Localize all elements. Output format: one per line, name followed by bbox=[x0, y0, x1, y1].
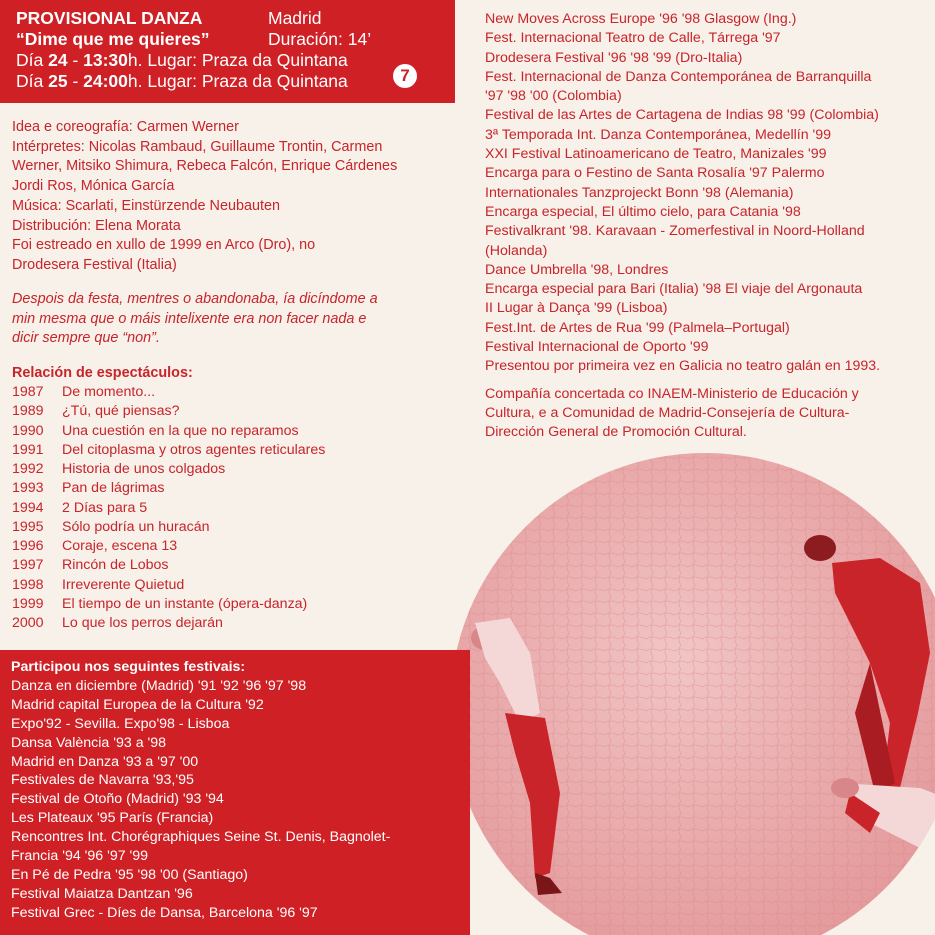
list-item: Expo'92 - Sevilla. Expo'98 - Lisboa bbox=[11, 715, 230, 732]
header-box bbox=[0, 0, 455, 103]
list-item: Encarga especial, El último cielo, para Catania '98 bbox=[485, 203, 801, 220]
list-item: New Moves Across Europe '96 '98 Glasgow (Ing.) bbox=[485, 11, 797, 27]
list-item: Festival de las Artes de Cartagena de Indias 98 '99 (Colombia) bbox=[485, 107, 879, 124]
quote-line: Despois da festa, mentres o abandonaba, ía dicíndome a bbox=[12, 291, 378, 307]
list-item: Fest. Internacional Teatro de Calle, Tárrega '97 bbox=[485, 30, 781, 47]
list-item: Internationales Tanzprojeckt Bonn '98 (Alemania) bbox=[485, 184, 794, 201]
list-item: Madrid en Danza '93 a '97 '00 bbox=[11, 753, 199, 770]
credit-line: Intérpretes: Nicolas Rambaud, Guillaume Trontin, Carmen bbox=[12, 138, 383, 155]
date-line-2: Día 25 - 24:00h. Lugar: Praza da Quintana bbox=[16, 71, 348, 91]
program-page: PROVISIONAL DANZA Madrid “Dime que me quieres” Duración: 14’ Día 24 - 13:30h. Lugar: Praza da Quintana Día 25 - 24:00h. Lugar: Praza da Quintana 7 Idea e coreografía: Carmen Werner Intérpretes: Nicolas Rambaud, Guillaume Trontin, Carmen Werner, Mitsiko Shimura, Rebeca Falcón, Enrique Cárdenes Jordi Ros, Mónica García Música: Scarlati, Einstürzende Neubauten Distribución: Elena Morata Foi estreado en xullo de 1999 en Arco (Dro), no Drodesera Festival (Italia) Despois da festa, mentres o abandonaba, ía dicíndome a min mesma que o máis intelixente era non facer nada e dicir sempre que “non”. Relación de espectáculos: 1987 De momento... 1989 ¿Tú, qué piensas? 1990 Una cuestión en la que no reparamos 1991 Del citoplasma y otros agentes reticulares 1992 Historia de unos colgados 1993 Pan de lágrimas 1994 2 Días para 5 1995 Sólo podría un huracán 1996 Coraje, escena 13 1997 Rincón de Lobos 1998 Irreverente Quietud 1999 El tiempo de un instante (ópera-danza) 2000 Lo que los perros dejarán Participou nos seguintes festivais: Danza en diciembre (Madrid) '91 '92 '96 '97 '98 Madrid capital Europea de la Cultura '92 Expo'92 - Sevilla. Expo'98 - Lisboa Dansa València '93 a '98 Madrid en Danza '93 a '97 '00 Festivales de Navarra '93,'95 Festival de Otoño (Madrid) '93 '94 Les Plateaux '95 París (Francia) Rencontres Int. Chorégraphiques Seine St. Denis, Bagnolet- Francia '94 '96 '97 '99 En Pé de Pedra '95 '98 '00 (Santiago) Festival Maiatza Dantzan '96 Festival Grec - Díes de Dansa, Barcelona '96 '97 New Moves Across Europe '96 '98 Glasgow (Ing.) Fest. Internacional Teatro de Calle, Tárrega '97 Drodesera Festival '96 '98 '99 (Dro-Italia) Fest. Internacional de Danza Contemporánea de Barranquilla '97 '98 '00 (Colombia) Festival de las Artes de Cartagena de Indias 98 '99 (Colombia) 3ª Temporada Int. Danza Contemporánea, Medellín '99 XXI Festival Latinoamericano de Teatro, Manizales '99 Encarga para o Festino de Santa Rosalía '97 Palermo Internationales Tanzprojeckt Bonn '98 (Alemania) Encarga especial, El último cielo, para Catania '98 Festivalkrant '98. Karavaan - Zomerfestival in Noord-Holland (Holanda) Dance Umbrella '98, Londres Encarga especial para Bari (Italia) '98 El viaje del Argonauta II Lugar à Dança '99 (Lisboa) Fest.Int. de Artes de Rua '99 (Palmela–Portugal) Festival Internacional de Oporto '99 Presentou por primeira vez en Galicia no teatro galán en 1993. Compañía concertada co INAEM-Ministerio de Educación y Cultura, e a Comunidad de Madrid-Consejería de Cultura- Dirección General de Promoción Cultural. bbox=[0, 0, 935, 935]
company-name: PROVISIONAL DANZA bbox=[16, 8, 203, 28]
credit-line: Jordi Ros, Mónica García bbox=[12, 178, 175, 195]
city: Madrid bbox=[268, 8, 322, 28]
credit-line: Drodesera Festival (Italia) bbox=[12, 256, 177, 273]
festivals-heading: Participou nos seguintes festivais: bbox=[11, 659, 246, 675]
quote-line: dicir sempre que “non”. bbox=[12, 330, 160, 346]
dancers-photo bbox=[450, 453, 935, 935]
list-item: 3ª Temporada Int. Danza Contemporánea, Medellín '99 bbox=[485, 126, 832, 143]
list-item: Rencontres Int. Chorégraphiques Seine St. Denis, Bagnolet- bbox=[11, 829, 391, 846]
festivals-box bbox=[0, 650, 470, 935]
list-item: (Holanda) bbox=[485, 242, 548, 259]
list-item: Presentou por primeira vez en Galicia no teatro galán en 1993. bbox=[485, 358, 881, 375]
list-item: '97 '98 '00 (Colombia) bbox=[485, 88, 622, 105]
credit-line: Música: Scarlati, Einstürzende Neubauten bbox=[12, 197, 280, 214]
list-item: Dance Umbrella '98, Londres bbox=[485, 261, 669, 278]
quote-line: min mesma que o máis intelixente era non facer nada e bbox=[12, 310, 367, 327]
list-item: Festival Maiatza Dantzan '96 bbox=[11, 885, 193, 902]
list-item: Francia '94 '96 '97 '99 bbox=[11, 848, 149, 865]
list-item: Madrid capital Europea de la Cultura '92 bbox=[11, 696, 264, 713]
list-item: XXI Festival Latinoamericano de Teatro, Manizales '99 bbox=[485, 146, 827, 163]
list-item: Encarga para o Festino de Santa Rosalía '97 Palermo bbox=[485, 165, 825, 182]
footer-line: Dirección General de Promoción Cultural. bbox=[485, 424, 747, 441]
date-line-1: Día 24 - 13:30h. Lugar: Praza da Quintana bbox=[16, 50, 348, 70]
photo-illustration bbox=[450, 453, 935, 935]
list-item: Encarga especial para Bari (Italia) '98 El viaje del Argonauta bbox=[485, 281, 863, 298]
credits-block bbox=[12, 118, 452, 276]
shows-heading: Relación de espectáculos: bbox=[12, 365, 193, 381]
quote-block bbox=[12, 290, 452, 349]
footer-line: Cultura, e a Comunidad de Madrid-Consejería de Cultura- bbox=[485, 404, 850, 421]
number-badge: 7 bbox=[393, 64, 417, 88]
spacer bbox=[485, 377, 925, 385]
festivals-continued bbox=[485, 10, 925, 443]
list-item: Festivales de Navarra '93,'95 bbox=[11, 772, 194, 789]
list-item: Danza en diciembre (Madrid) '91 '92 '96 '97 '98 bbox=[11, 677, 307, 694]
list-item: II Lugar à Dança '99 (Lisboa) bbox=[485, 300, 668, 317]
list-item: Festivalkrant '98. Karavaan - Zomerfestival in Noord-Holland bbox=[485, 223, 865, 240]
credit-line: Idea e coreografía: Carmen Werner bbox=[12, 119, 239, 135]
list-item: Fest.Int. de Artes de Rua '99 (Palmela–Portugal) bbox=[485, 319, 790, 336]
credit-line: Werner, Mitsiko Shimura, Rebeca Falcón, Enrique Cárdenes bbox=[12, 158, 398, 175]
footer-line: Compañía concertada co INAEM-Ministerio de Educación y bbox=[485, 385, 859, 402]
list-item: Festival Grec - Díes de Dansa, Barcelona '96 '97 bbox=[11, 904, 318, 921]
duration: Duración: 14’ bbox=[268, 29, 372, 49]
list-item: Festival Internacional de Oporto '99 bbox=[485, 339, 709, 356]
list-item: Drodesera Festival '96 '98 '99 (Dro-Italia) bbox=[485, 49, 743, 66]
show-title: “Dime que me quieres” bbox=[16, 29, 210, 49]
list-item: Festival de Otoño (Madrid) '93 '94 bbox=[11, 791, 224, 808]
list-item: Les Plateaux '95 París (Francia) bbox=[11, 810, 214, 827]
list-item: Dansa València '93 a '98 bbox=[11, 734, 167, 751]
credit-line: Distribución: Elena Morata bbox=[12, 217, 181, 234]
list-item: Fest. Internacional de Danza Contemporánea de Barranquilla bbox=[485, 68, 872, 85]
list-item: En Pé de Pedra '95 '98 '00 (Santiago) bbox=[11, 866, 248, 883]
credit-line: Foi estreado en xullo de 1999 en Arco (Dro), no bbox=[12, 237, 316, 254]
